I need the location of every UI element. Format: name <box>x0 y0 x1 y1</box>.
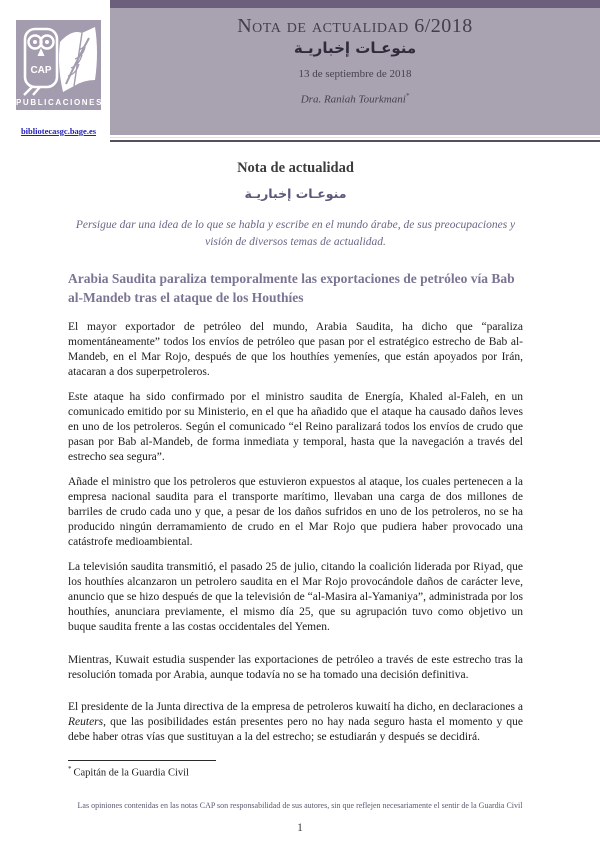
article-paragraph-2: Este ataque ha sido confirmado por el ministro saudita de Energía, Khaled al-Faleh, en un comunicado emitido por su Ministerio, en el que ha añadido que el ataque ha causado daños leves en uno de los petroleros. Según el comunicado “el Reino paralizará todos los envíos de crudo que pasan por Bab al-Mandeb, de forma inmediata y temporal, hasta que la navegación a través del estrecho sea segura”. <box>68 390 523 464</box>
article-paragraph-1: El mayor exportador de petróleo del mundo, Arabia Saudita, ha dicho que “paraliza momentáneamente” todos los envíos de petróleo que pasan por el estratégico estrecho de Bab al-Mandeb, en el Mar Rojo, después de que los houthíes yemeníes, que están apoyados por Irán, atacaran a dos superpetroleros. <box>68 320 523 379</box>
article-headline: Arabia Saudita paraliza temporalmente las exportaciones de petróleo vía Bab al-Mandeb tras el ataque de los Houthíes <box>68 271 515 305</box>
article-paragraph-4: La televisión saudita transmitió, el pasado 25 de julio, citando la coalición liderada por Riyad, que los houthíes alcanzaron un petrolero saudita en el Mar Rojo provocándole daños de carácter leve, anuncio que se hizo después de que la televisión de “al-Masira al-Yamaniya”, administrada por los houthíes, anunciara previamente, el mismo día 25, que su agrupación tuvo como objetivo un buque saudita frente a las costas occidentales del Yemen. <box>68 560 523 634</box>
reuters-italic: Reuters <box>68 716 104 729</box>
cap-publicaciones-logo <box>16 20 104 110</box>
footnote-text: Capitán de la Guardia Civil <box>73 767 189 779</box>
footnote-divider <box>68 760 216 761</box>
document-title: Nota de actualidad 6/2018 <box>237 15 473 37</box>
article-paragraph-3: Añade el ministro que los petroleros que estuvieron expuestos al ataque, los cuales pertenecen a la empresa nacional saudita para el transporte marítimo, llevaban una carga de dos millones de barriles de crudo cada uno y que, a pesar de los daños sufridos en uno de los petroleros, no se ha producido ningún derramamiento de crudo en el Mar Rojo que pudiera haber provocado una catástrofe medioambiental. <box>68 475 523 549</box>
article-paragraph-6 <box>68 700 523 746</box>
author-footnote-mark: * <box>405 92 410 100</box>
section-heading: Nota de actualidad <box>237 160 354 176</box>
paragraph-text: , que las posibilidades están presentes pero no hay nada seguro hasta el momento y que debe haber otras vías que sustituyan a la del estrecho; se estudiarán y después se decidirá. <box>68 716 523 744</box>
bibliotecas-link[interactable]: bibliotecasgc.bage.es <box>20 126 97 136</box>
footer-disclaimer: Las opiniones contenidas en las notas CAP son responsabilidad de sus autores, sin que reflejen necesariamente el sentir de la Guardia Civil <box>77 801 523 810</box>
header-box <box>110 0 600 135</box>
document-title-arabic: منوعـات إخباريـة <box>293 39 417 57</box>
logo-acronym: CAP <box>30 65 52 76</box>
header-divider <box>110 137 600 142</box>
section-heading-arabic: منوعـات إخباريـة <box>244 186 347 201</box>
page-number: 1 <box>297 822 303 834</box>
footnote-mark: * <box>68 764 72 773</box>
author-name: Dra. Raniah Tourkmani <box>300 93 406 106</box>
intro-tagline: Persigue dar una idea de lo que se habla y escribe en el mundo árabe, de sus preocupaciones y visión de diversos temas de actualidad. <box>75 219 516 248</box>
document-author <box>110 92 600 106</box>
document-date: 13 de septiembre de 2018 <box>298 68 412 80</box>
footnote <box>68 765 523 779</box>
paragraph-text: El presidente de la Junta directiva de la empresa de petroleros kuwaití ha dicho, en declaraciones a <box>68 701 523 714</box>
document-body <box>68 160 523 778</box>
owl-book-logo-icon <box>16 20 101 96</box>
article-paragraph-5: Mientras, Kuwait estudia suspender las exportaciones de petróleo a través de este estrecho tras la resolución tomada por Arabia, aunque todavía no se ha tomado una decisión definitiva. <box>68 653 523 681</box>
logo-publicaciones-label: PUBLICACIONES <box>16 96 101 110</box>
